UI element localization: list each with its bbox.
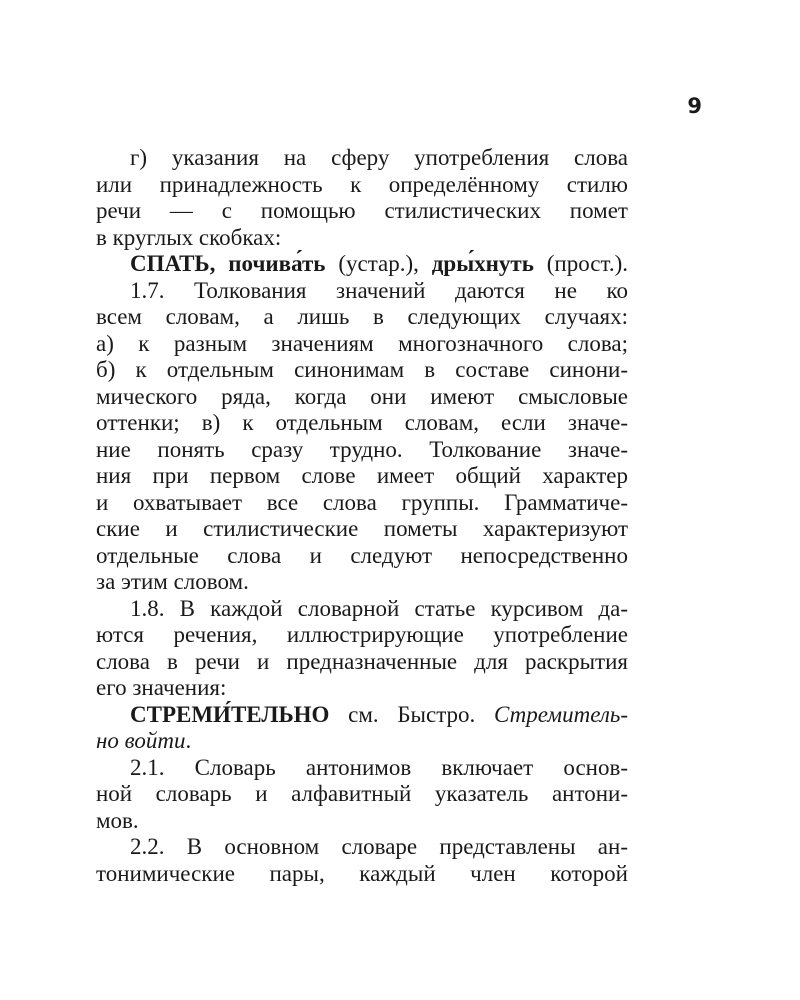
text-line: ские и стилистические пометы характеризуют [96, 516, 628, 541]
text-line: мов. [96, 807, 139, 833]
punctuation: . [185, 728, 192, 753]
text-line: 1.8. В каждой словарной статье курсивом да- [130, 595, 628, 621]
text-line: или принадлежность к определённому стилю [96, 171, 628, 197]
text-line: всем словам, а лишь в следующих случаях: [96, 304, 628, 329]
usage-example: Стремитель- [494, 701, 628, 727]
text-line: а) к разным значениям многозначного слова; [96, 330, 628, 356]
text-line: ния при первом слове имеет общий характер [96, 463, 628, 488]
synonym-word: дры́хнуть [431, 251, 534, 276]
text-line: г) указания на сферу употребления слова [130, 145, 628, 170]
text-line: б) к отдельным синонимам в составе синони- [96, 357, 628, 382]
dictionary-example-entry [96, 702, 628, 729]
text-line: 1.7. Толкования значений даются не ко [130, 277, 628, 303]
page-number: 9 [687, 94, 702, 118]
text-line: в круглых скобках: [96, 224, 282, 250]
cross-reference: см. Быстро. [329, 701, 494, 727]
style-mark: (прост.). [533, 251, 628, 276]
headword: СТРЕМИ́ТЕЛЬНО [130, 701, 330, 727]
text-line: и охватывает все слова группы. Грамматиче- [96, 489, 628, 515]
usage-example: но войти [96, 728, 186, 753]
text-line: речи — с помощью стилистических помет [96, 198, 628, 223]
text-line: ние понять сразу трудно. Толкование значе- [96, 436, 628, 462]
style-mark: (устар.), [325, 251, 432, 276]
text-line: 2.2. В основном словаре представлены ан- [130, 834, 628, 859]
synonym-word: почива́ть [228, 251, 326, 276]
text-line: за этим словом. [96, 569, 249, 594]
text-line: тонимические пары, каждый член которой [96, 860, 628, 886]
text-line: ются речения, иллюстрирующие употребление [96, 622, 628, 647]
page-body [96, 145, 628, 887]
text-line: ной словарь и алфавитный указатель антони- [96, 781, 628, 806]
dictionary-example-entry-continued [96, 728, 628, 755]
text-line: мического ряда, когда они имеют смысловые [96, 383, 628, 409]
text-line: отдельные слова и следуют непосредственно [96, 542, 628, 568]
text-line: оттенки; в) к отдельным словам, если значе- [96, 410, 628, 435]
headword: СПАТЬ, [130, 251, 216, 276]
text-line: его значения: [96, 675, 227, 700]
text-line: 2.1. Словарь антонимов включает основ- [130, 754, 628, 780]
text-line: слова в речи и предназначенные для раскрытия [96, 648, 628, 674]
dictionary-example-entry [96, 251, 628, 278]
